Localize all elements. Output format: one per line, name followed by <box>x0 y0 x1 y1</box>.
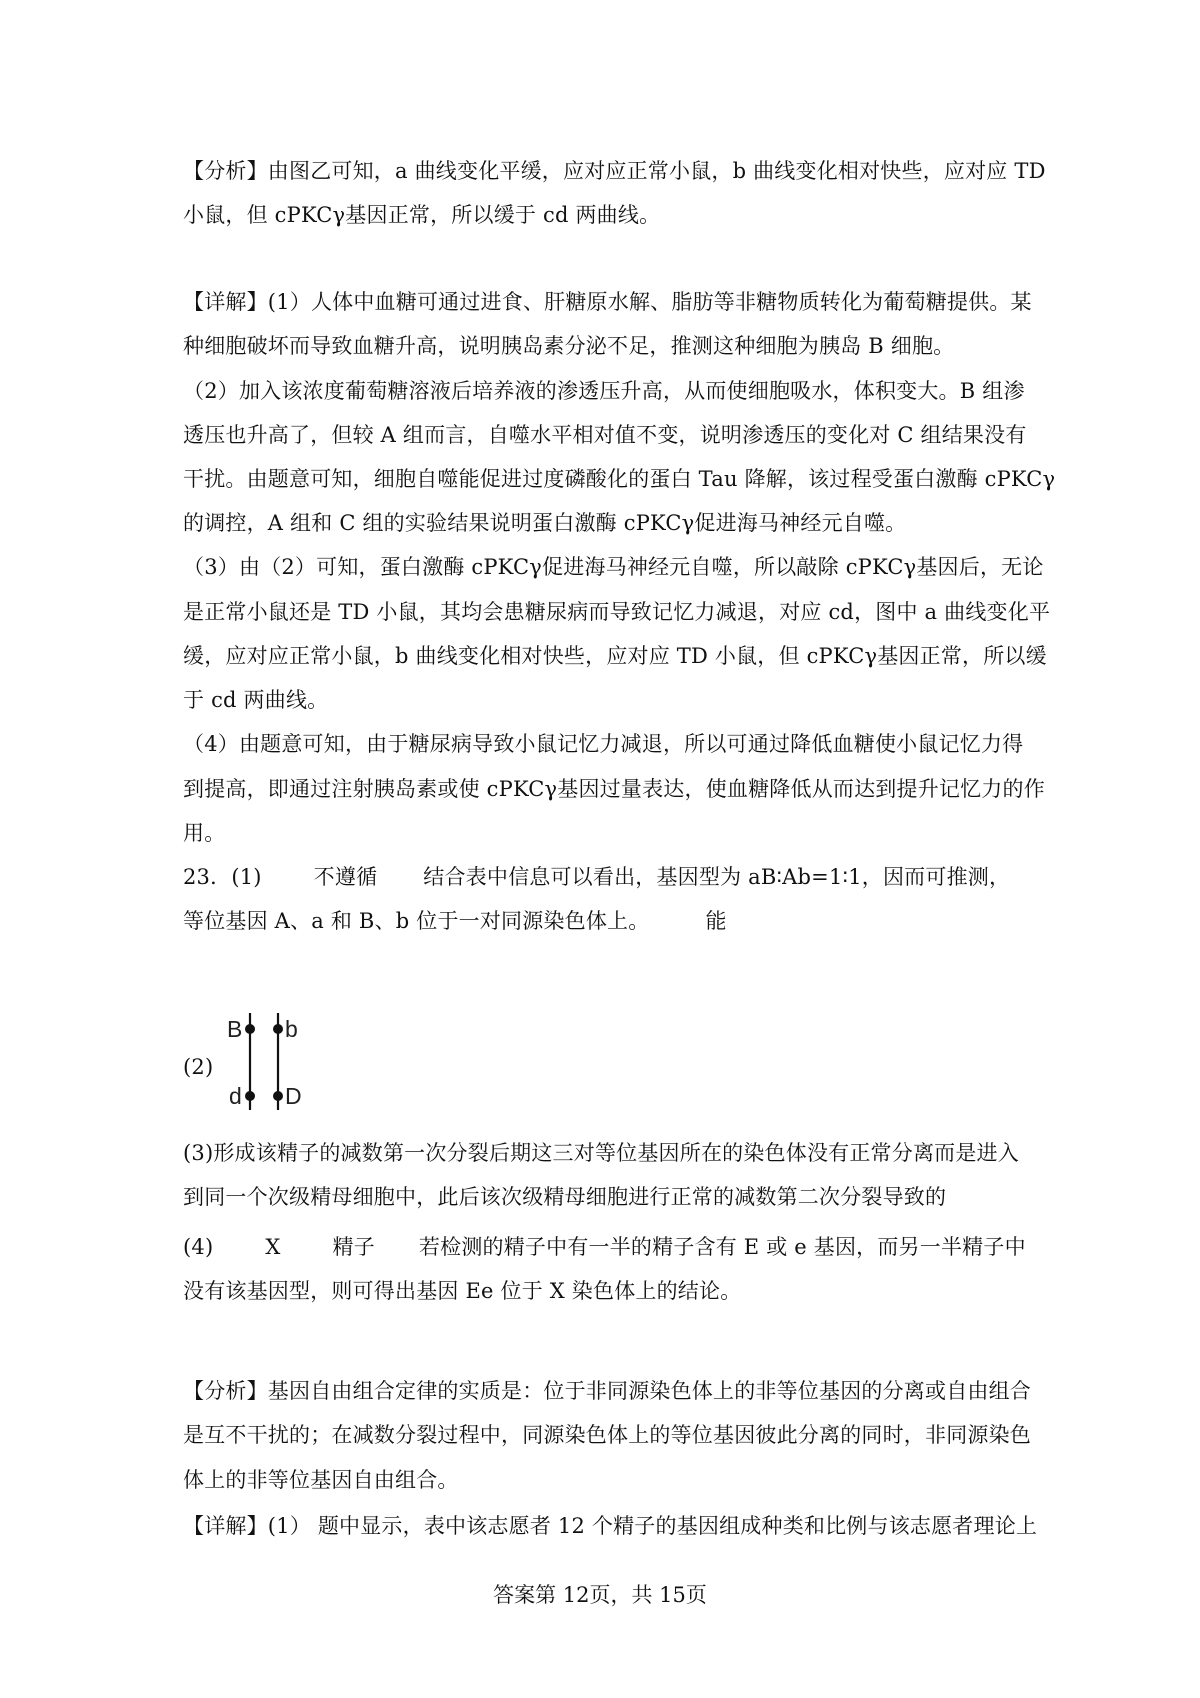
analysis-line-1: 【分析】由图乙可知，a 曲线变化平缓，应对应正常小鼠，b 曲线变化相对快些，应对应 TD <box>183 159 1046 183</box>
detail-4-line-3: 用。 <box>183 821 226 845</box>
q23-number: 23．(1) <box>183 865 262 889</box>
chromosome-diagram <box>208 1005 338 1115</box>
q23-line-1 <box>183 862 1023 892</box>
detail-3-line-4: 于 cd 两曲线。 <box>183 688 329 712</box>
detail-2-line-3: 干扰。由题意可知，细胞自噬能促进过度磷酸化的蛋白 Tau 降解，该过程受蛋白激酶 cPKCγ <box>183 467 1056 491</box>
q23-answer-3: 能 <box>705 909 727 933</box>
locus-B-dot <box>245 1024 255 1034</box>
detail-2-line-1: （2）加入该浓度葡萄糖溶液后培养液的渗透压升高，从而使细胞吸水，体积变大。B 组渗 <box>183 379 1025 403</box>
q23-part-4-line-2: 没有该基因型，则可得出基因 Ee 位于 X 染色体上的结论。 <box>183 1279 742 1303</box>
q23-part-4-text: 若检测的精子中有一半的精子含有 E 或 e 基因，而另一半精子中 <box>418 1235 1026 1259</box>
page-footer: 答案第 12页，共 15页 <box>493 1583 707 1607</box>
q23-line-2 <box>183 906 1023 936</box>
detail-4-line-2: 到提高，即通过注射胰岛素或使 cPKCγ基因过量表达，使血糖降低从而达到提升记忆力的作 <box>183 777 1045 801</box>
detail-3-line-2: 是正常小鼠还是 TD 小鼠，其均会患糖尿病而导致记忆力减退，对应 cd，图中 a 曲线变化平 <box>183 600 1051 624</box>
analysis-2-line-2: 是互不干扰的；在减数分裂过程中，同源染色体上的等位基因彼此分离的同时，非同源染色 <box>183 1423 1031 1447</box>
q23-part-4-sperm: 精子 <box>332 1235 375 1259</box>
q23-part-4-label: (4) <box>183 1235 214 1259</box>
gene-label-d: d <box>229 1083 242 1109</box>
detail-4-line-1: （4）由题意可知，由于糖尿病导致小鼠记忆力减退，所以可通过降低血糖使小鼠记忆力得 <box>183 732 1024 756</box>
analysis-line-2: 小鼠，但 cPKCγ基因正常，所以缓于 cd 两曲线。 <box>183 203 661 227</box>
locus-b-dot <box>273 1024 283 1034</box>
q23-part-3-line-1: (3)形成该精子的减数第一次分裂后期这三对等位基因所在的染色体没有正常分离而是进入 <box>183 1141 1019 1165</box>
detail-line-2: 种细胞破坏而导致血糖升高，说明胰岛素分泌不足，推测这种细胞为胰岛 B 细胞。 <box>183 334 955 358</box>
gene-label-b: b <box>285 1016 298 1042</box>
q23-answer-2-cont: 等位基因 A、a 和 B、b 位于一对同源染色体上。 <box>183 909 650 933</box>
q23-part-4-line-1 <box>183 1232 1026 1262</box>
locus-d-dot <box>245 1091 255 1101</box>
analysis-2-line-3: 体上的非等位基因自由组合。 <box>183 1468 459 1492</box>
analysis-2-line-1: 【分析】基因自由组合定律的实质是：位于非同源染色体上的非等位基因的分离或自由组合 <box>183 1379 1031 1403</box>
q23-part-3-line-2: 到同一个次级精母细胞中，此后该次级精母细胞进行正常的减数第二次分裂导致的 <box>183 1185 947 1209</box>
gene-label-D: D <box>285 1083 302 1109</box>
detail-3-line-1: （3）由（2）可知，蛋白激酶 cPKCγ促进海马神经元自噬，所以敲除 cPKCγ基因后，无论 <box>183 555 1044 579</box>
q23-answer-2: 结合表中信息可以看出，基因型为 aB∶Ab=1∶1，因而可推测， <box>423 865 1011 889</box>
q23-answer-1: 不遵循 <box>313 865 378 889</box>
gene-label-B: B <box>227 1016 243 1042</box>
detail-line-1: 【详解】(1）人体中血糖可通过进食、肝糖原水解、脂肪等非糖物质转化为葡萄糖提供。某 <box>183 290 1032 314</box>
detail-2-1-line-1: 【详解】(1） 题中显示，表中该志愿者 12 个精子的基因组成种类和比例与该志愿者理论上 <box>183 1514 1038 1538</box>
detail-2-line-4: 的调控，A 组和 C 组的实验结果说明蛋白激酶 cPKCγ促进海马神经元自噬。 <box>183 511 907 535</box>
locus-D-dot <box>273 1091 283 1101</box>
detail-2-line-2: 透压也升高了，但较 A 组而言，自噬水平相对值不变，说明渗透压的变化对 C 组结果没有 <box>183 423 1027 447</box>
detail-3-line-3: 缓，应对应正常小鼠，b 曲线变化相对快些，应对应 TD 小鼠，但 cPKCγ基因正常，所以缓 <box>183 644 1047 668</box>
q23-part-2-label: (2) <box>183 1055 214 1079</box>
q23-part-4-x: X <box>265 1235 281 1259</box>
